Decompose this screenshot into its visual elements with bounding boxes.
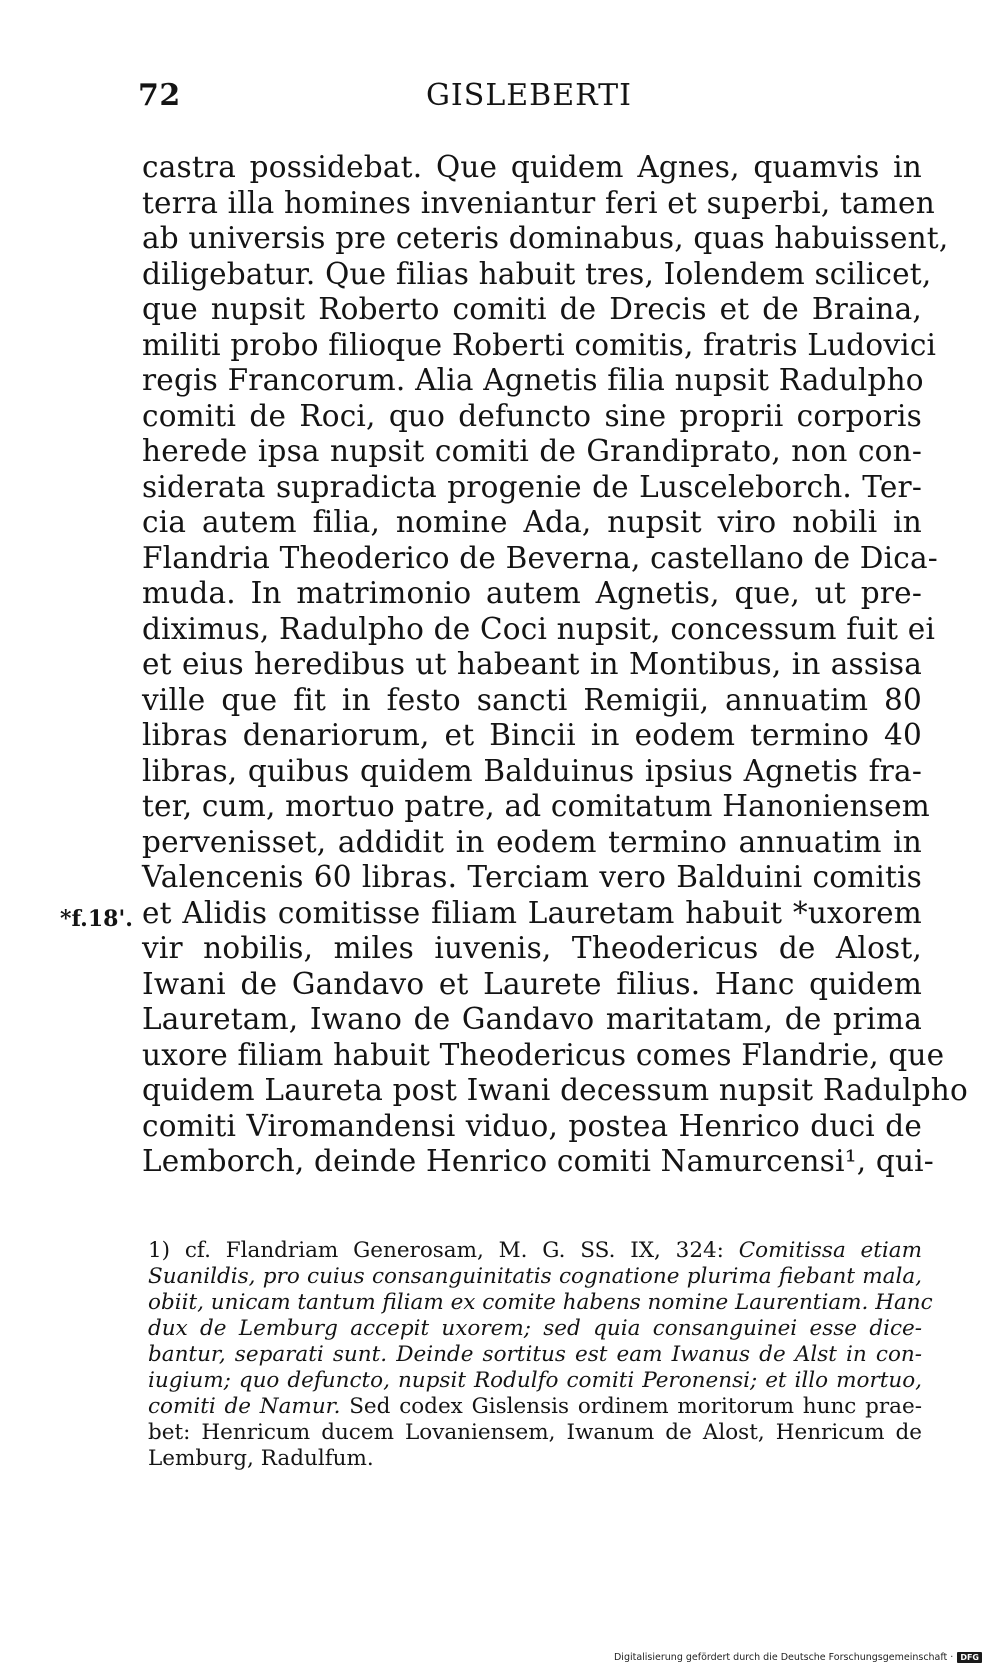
footnote-segment: bet: Henricum ducem Lovaniensem, Iwanum de Alost, Henricum de [148,1420,922,1445]
text-line: libras, quibus quidem Balduinus ipsius Agnetis fra- [142,753,922,788]
running-title: GISLEBERTI [425,78,633,113]
footnote-line [148,1368,922,1394]
text-line: ter, cum, mortuo patre, ad comitatum Hanoniensem [142,789,930,823]
footnote-quote-segment: iugium; quo defuncto, nupsit Rodulfo comiti Peronensi; et illo mortuo, [148,1368,922,1393]
text-line: quidem Laureta post Iwani decessum nupsit Radulpho [142,1073,968,1107]
footnote-quote-segment: bantur, separati sunt. Deinde sortitus est eam Iwanus de Alst in con- [148,1342,922,1367]
footnote [148,1238,933,1472]
footnote-segment: Sed codex Gislensis ordinem moritorum hunc prae- [340,1394,922,1419]
footnote-quote-segment: obiit, unicam tantum filiam ex comite habens nomine Laurentiam. Hanc [148,1290,933,1315]
text-line: vir nobilis, miles iuvenis, Theodericus de Alost, [142,931,922,965]
text-line: siderata supradicta progenie de Lusceleborch. Ter- [142,469,922,504]
footnote-line [148,1290,933,1316]
footnote-quote-segment: comiti de Namur. [148,1394,341,1419]
footnote-quote-segment: Comitissa etiam [738,1238,922,1263]
digitization-credit [614,1652,982,1663]
page-header [138,78,920,118]
text-line: Lemborch, deinde Henrico comiti Namurcensi¹, qui- [142,1144,934,1178]
text-line: terra illa homines inveniantur feri et superbi, tamen [142,185,935,220]
text-line: diximus, Radulpho de Coci nupsit, concessum fuit ei [142,611,936,646]
text-line: que nupsit Roberto comiti de Drecis et de Braina, [142,292,922,326]
text-line: libras denariorum, et Bincii in eodem termino 40 [142,718,922,752]
text-line: ab universis pre ceteris dominabus, quas habuissent, [142,221,949,255]
credit-text: Digitalisierung gefördert durch die Deutsche Forschungsgemeinschaft · [613,1652,954,1663]
footnote-line [148,1394,922,1420]
text-line: herede ipsa nupsit comiti de Grandiprato, non con- [142,434,922,468]
footnote-segment: 1) cf. Flandriam Generosam, M. G. SS. IX, 324: [148,1238,739,1263]
text-line: uxore filiam habuit Theodericus comes Flandrie, que [142,1037,945,1072]
text-line: comiti de Roci, quo defuncto sine proprii corporis [142,398,922,433]
text-line: regis Francorum. Alia Agnetis filia nupsit Radulpho [142,363,924,397]
footnote-segment: Lemburg, Radulfum. [148,1446,374,1471]
footnote-quote-segment: dux de Lemburg accepit uxorem; sed quia consanguinei esse dice- [148,1316,922,1341]
margin-folio-note: *f.18'. [60,906,133,932]
footnote-line [148,1316,922,1342]
text-line: et eius heredibus ut habeant in Montibus, in assisa [142,647,922,681]
footnote-quote-segment: Suanildis, pro cuius consanguinitatis cognatione plurima fiebant mala, [148,1264,922,1289]
text-line: et Alidis comitisse filiam Lauretam habuit *uxorem [142,895,922,930]
text-line: ville que fit in festo sancti Remigii, annuatim 80 [142,682,922,717]
text-line: Iwani de Gandavo et Laurete filius. Hanc quidem [142,966,922,1001]
text-line: cia autem filia, nomine Ada, nupsit viro nobili in [142,505,922,539]
footnote-line [148,1238,922,1264]
page-number: 72 [138,78,181,113]
text-line: diligebatur. Que filias habuit tres, Iolendem scilicet, [142,256,932,291]
text-line: Flandria Theoderico de Beverna, castellano de Dica- [142,540,938,575]
footnote-line [148,1264,922,1290]
dfg-logo: DFG [957,1652,982,1663]
text-line: castra possidebat. Que quidem Agnes, quamvis in [142,150,922,184]
footnote-line [148,1420,922,1446]
text-line: militi probo filioque Roberti comitis, fratris Ludovici [142,327,937,362]
text-line: Valencenis 60 libras. Terciam vero Balduini comitis [142,860,922,894]
footnote-line [148,1342,922,1368]
text-line: Lauretam, Iwano de Gandavo maritatam, de prima [142,1002,922,1036]
main-text [142,150,968,1180]
text-line: comiti Viromandensi viduo, postea Henrico duci de [142,1108,922,1143]
footnote-line [148,1446,922,1472]
text-line: muda. In matrimonio autem Agnetis, que, ut pre- [142,576,922,610]
text-line: pervenisset, addidit in eodem termino annuatim in [142,824,922,859]
